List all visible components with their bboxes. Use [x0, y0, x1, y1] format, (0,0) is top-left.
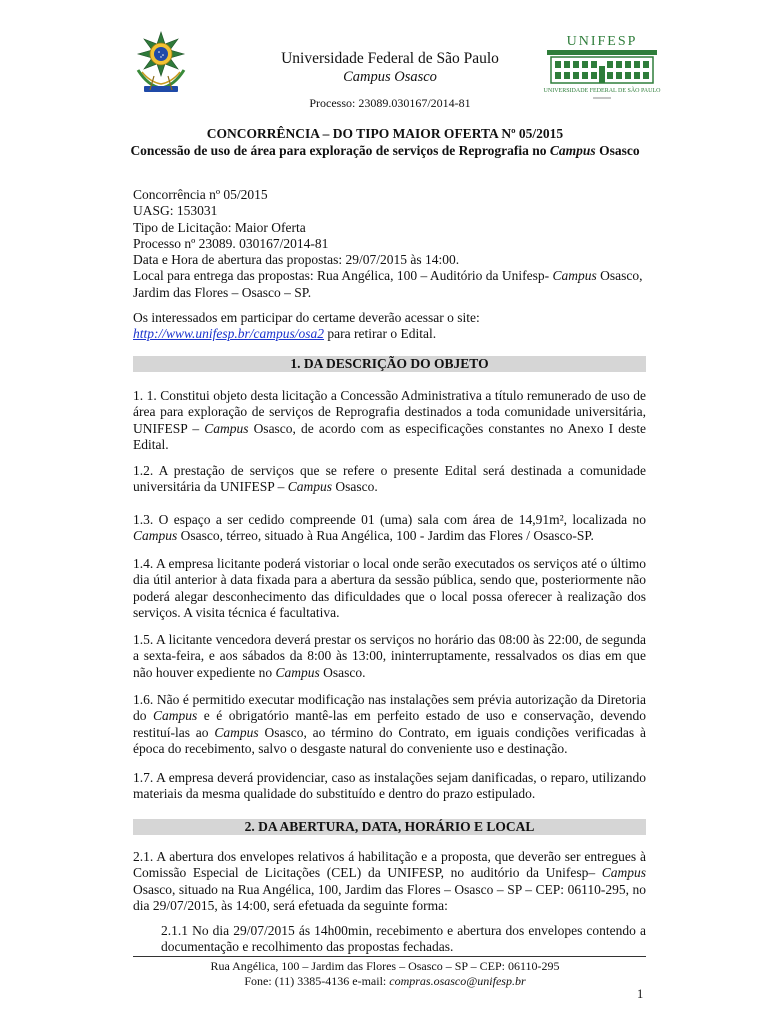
process-number: Processo: 23089.030167/2014-81: [309, 96, 471, 110]
section-heading-1: 1. DA DESCRIÇÃO DO OBJETO: [133, 356, 646, 372]
paragraph-1-5: 1.5. A licitante vencedora deverá prestar os serviços no horário das 08:00 às 22:00, de segunda a sexta-feira, e aos sábados da 8:00 às 13:00, ininterruptamente, ressalvados os dias em que não houver expediente no Campus Osasco.: [133, 632, 646, 680]
bid-type: Tipo de Licitação: Maior Oferta: [133, 219, 306, 235]
footer-contact: Fone: (11) 3385-4136 e-mail: compras.osasco@unifesp.br: [244, 974, 526, 988]
footer-email[interactable]: compras.osasco@unifesp.br: [389, 974, 526, 988]
footer-divider: [133, 956, 646, 957]
edital-link[interactable]: http://www.unifesp.br/campus/osa2: [133, 326, 325, 342]
campus-name: Campus Osasco: [343, 69, 437, 85]
paragraph-1-6: 1.6. Não é permitido executar modificação nas instalações sem prévia autorização da Diretoria do Campus e é obrigatório mantê-las em perfeito estado de uso e conservação, devendo restituí-las ao Campus Osasco, ao término do Contrato, em iguais condições verificadas à época do recebimento, salvo o desgaste natural do conveniente uso e destinação.: [133, 692, 647, 757]
delivery-location-cont: Jardim das Flores – Osasco – SP.: [133, 284, 312, 300]
unifesp-logo-text: UNIFESP: [566, 34, 638, 49]
delivery-location: Local para entrega das propostas: Rua Angélica, 100 – Auditório da Unifesp- Campus Osasco,: [133, 268, 643, 284]
interest-notice: Os interessados em participar do certame deverão acessar o site: http://www.unifesp.br/campus/osa2 para retirar o Edital.: [133, 310, 480, 342]
paragraph-1-1: 1. 1. Constitui objeto desta licitação a Concessão Administrativa a título remunerado de uso de área para exploração de serviços de Reprografia destinados a toda comunidade universitária, UNIFESP – Campus Osasco, de acordo com as especificações constantes no Anexo I deste Edital.: [133, 388, 646, 453]
paragraph-2-1: 2.1. A abertura dos envelopes relativos á habilitação e a proposta, que deverão ser entregues à Comissão Especial de Licitações (CEL) da UNIFESP, no auditório da Unifesp– Campus Osasco, situado na Rua Angélica, 100, Jardim das Flores – Osasco – SP – CEP: 06110-295, no dia 29/07/2015, às 14:00, será efetuada da seguinte forma:: [133, 849, 646, 914]
paragraph-1-2: 1.2. A prestação de serviços que se refere o presente Edital será destinada a comunidade universitária da UNIFESP – Campus Osasco.: [133, 463, 646, 495]
brazil-coat-of-arms-icon: [132, 30, 190, 96]
document-title: CONCORRÊNCIA – DO TIPO MAIOR OFERTA Nº 05/2015: [206, 126, 564, 141]
unifesp-logo-subtext: UNIVERSIDADE FEDERAL DE SÃO PAULO: [543, 88, 661, 94]
paragraph-1-4: 1.4. A empresa licitante poderá vistoriar o local onde serão executados os serviços até o último dia útil anterior à data fixada para a abertura da sessão pública, sendo que, posteriormente não poderá alegar desconhecimento das dificuldades que o local possa oferecer à realização dos serviços. A visita técnica é facultativa.: [133, 556, 646, 621]
paragraph-2-1-1: 2.1.1 No dia 29/07/2015 ás 14h00min, recebimento e abertura dos envelopes contendo a documentação e recolhimento das propostas fechadas.: [161, 923, 646, 955]
process-ref: Processo nº 23089. 030167/2014-81: [133, 235, 329, 251]
page-number: 1: [637, 987, 644, 1001]
document-subtitle: Concessão de uso de área para exploração de serviços de Reprografia no Campus Osasco: [130, 143, 640, 158]
uasg: UASG: 153031: [133, 203, 218, 219]
unifesp-logo: [543, 32, 661, 102]
unifesp-building-icon: [543, 32, 661, 102]
footer-address: Rua Angélica, 100 – Jardim das Flores – Osasco – SP – CEP: 06110-295: [210, 959, 560, 973]
paragraph-1-7: 1.7. A empresa deverá providenciar, caso as instalações sejam danificadas, o reparo, utilizando materiais da mesma qualidade do substituído e dentro do prazo estipulado.: [133, 770, 646, 802]
paragraph-1-3: 1.3. O espaço a ser cedido compreende 01 (uma) sala com área de 14,91m², localizada no Campus Osasco, térreo, situado à Rua Angélica, 100 - Jardim das Flores / Osasco-SP.: [133, 512, 646, 544]
bid-info-block: [133, 187, 653, 301]
section-heading-2: 2. DA ABERTURA, DATA, HORÁRIO E LOCAL: [133, 819, 646, 835]
bid-number: Concorrência nº 05/2015: [133, 187, 268, 202]
university-name: Universidade Federal de São Paulo: [281, 50, 499, 67]
opening-date: Data e Hora de abertura das propostas: 29/07/2015 às 14:00.: [133, 252, 460, 268]
